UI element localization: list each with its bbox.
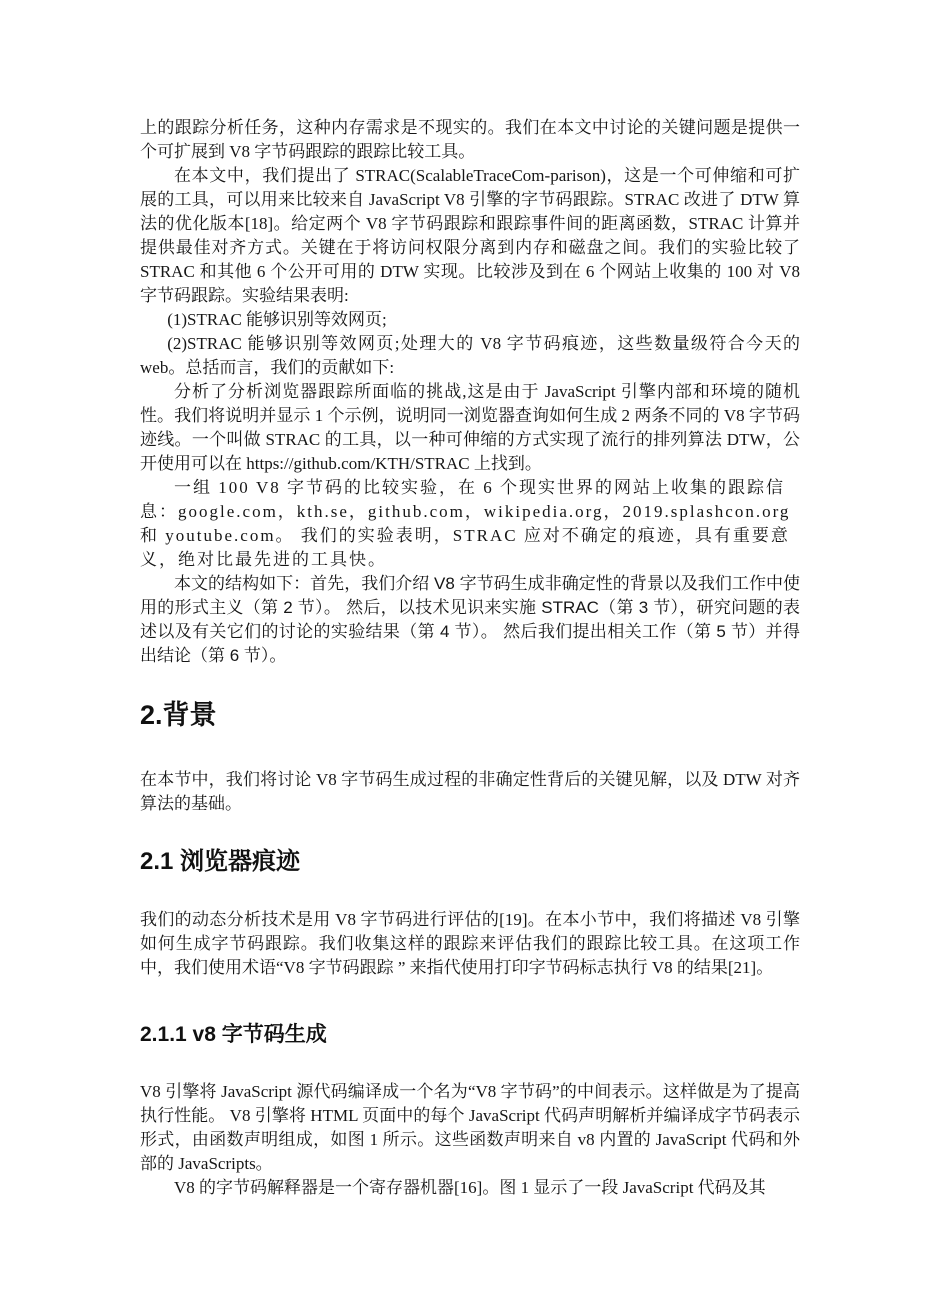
heading-2-1-browser-traces: 2.1 浏览器痕迹 [140, 848, 301, 875]
paragraph-contribution-analysis: 分析了分析浏览器跟踪所面临的挑战,这是由于 JavaScript 引擎内部和环境的随机性。我们将说明并显示 1 个示例，说明同一浏览器查询如何生成 2 两条不同的 V8 字节码迹线。一个叫做 STRAC 的工具，以一种可伸缩的方式实现了流行的排列算法 DTW，公开使用可以在 https://github.com/KTH/STRAC 上找到。 [140, 382, 800, 473]
paragraph-v8-interpreter: V8 的字节码解释器是一个寄存器机器[16]。图 1 显示了一段 JavaScript 代码及其 [174, 1178, 766, 1197]
paragraph-contribution-experiments: 一组 100 V8 字节码的比较实验，在 6 个现实世界的网站上收集的跟踪信息：google.com，kth.se，github.com，wikipedia.org，2019.splashcon.org 和 youtube.com。 我们的实验表明，STRAC 应对不确定的痕迹，具有重要意义，绝对比最先进的工具快。 [140, 478, 791, 569]
heading-section-2-background: 2.背景 [140, 700, 217, 730]
paragraph-strac-introduction: 在本文中，我们提出了 STRAC(ScalableTraceCom-parison)，这是一个可伸缩和可扩展的工具，可以用来比较来自 JavaScript V8 引擎的字节码跟踪。STRAC 改进了 DTW 算法的优化版本[18]。给定两个 V8 字节码跟踪和跟踪事件间的距离函数，STRAC 计算并提供最佳对齐方式。关键在于将访问权限分离到内存和磁盘之间。我们的实验比较了 STRAC 和其他 6 个公开可用的 DTW 实现。比较涉及到在 6 个网站上收集的 100 对 V8 字节码跟踪。实验结果表明: [140, 166, 800, 305]
paragraph-memory-requirements: 上的跟踪分析任务，这种内存需求是不现实的。我们在本文中讨论的关键问题是提供一个可扩展到 V8 字节码跟踪的跟踪比较工具。 [140, 118, 800, 161]
paragraph-section-2-intro: 在本节中，我们将讨论 V8 字节码生成过程的非确定性背后的关键见解，以及 DTW 对齐算法的基础。 [140, 770, 800, 813]
contribution-result-2: (2)STRAC 能够识别等效网页;处理大的 V8 字节码痕迹，这些数量级符合今天的 web。总括而言，我们的贡献如下: [140, 334, 800, 377]
paragraph-v8-bytecode-compilation: V8 引擎将 JavaScript 源代码编译成一个名为“V8 字节码”的中间表示。这样做是为了提高执行性能。 V8 引擎将 HTML 页面中的每个 JavaScript 代码声明解析并编译成字节码表示形式，由函数声明组成，如图 1 所示。这些函数声明来自 v8 内置的 JavaScript 代码和外部的 JavaScripts。 [140, 1082, 800, 1173]
paragraph-browser-traces: 我们的动态分析技术是用 V8 字节码进行评估的[19]。在本小节中，我们将描述 V8 引擎如何生成字节码跟踪。我们收集这样的跟踪来评估我们的跟踪比较工具。在这项工作中，我们使用术语“V8 字节码跟踪 ” 来指代使用打印字节码标志执行 V8 的结果[21]。 [140, 910, 800, 977]
contribution-result-1: (1)STRAC 能够识别等效网页; [167, 310, 387, 329]
paragraph-paper-structure: 本文的结构如下：首先，我们介绍 V8 字节码生成非确定性的背景以及我们工作中使用的形式主义（第 2 节）。 然后，以技术见识来实施 STRAC（第 3 节），研究问题的表述以及有关它们的讨论的实验结果（第 4 节）。 然后我们提出相关工作（第 5 节）并得出结论（第 6 节）。 [140, 574, 800, 665]
heading-2-1-1-bytecode-generation: 2.1.1 v8 字节码生成 [140, 1023, 327, 1046]
